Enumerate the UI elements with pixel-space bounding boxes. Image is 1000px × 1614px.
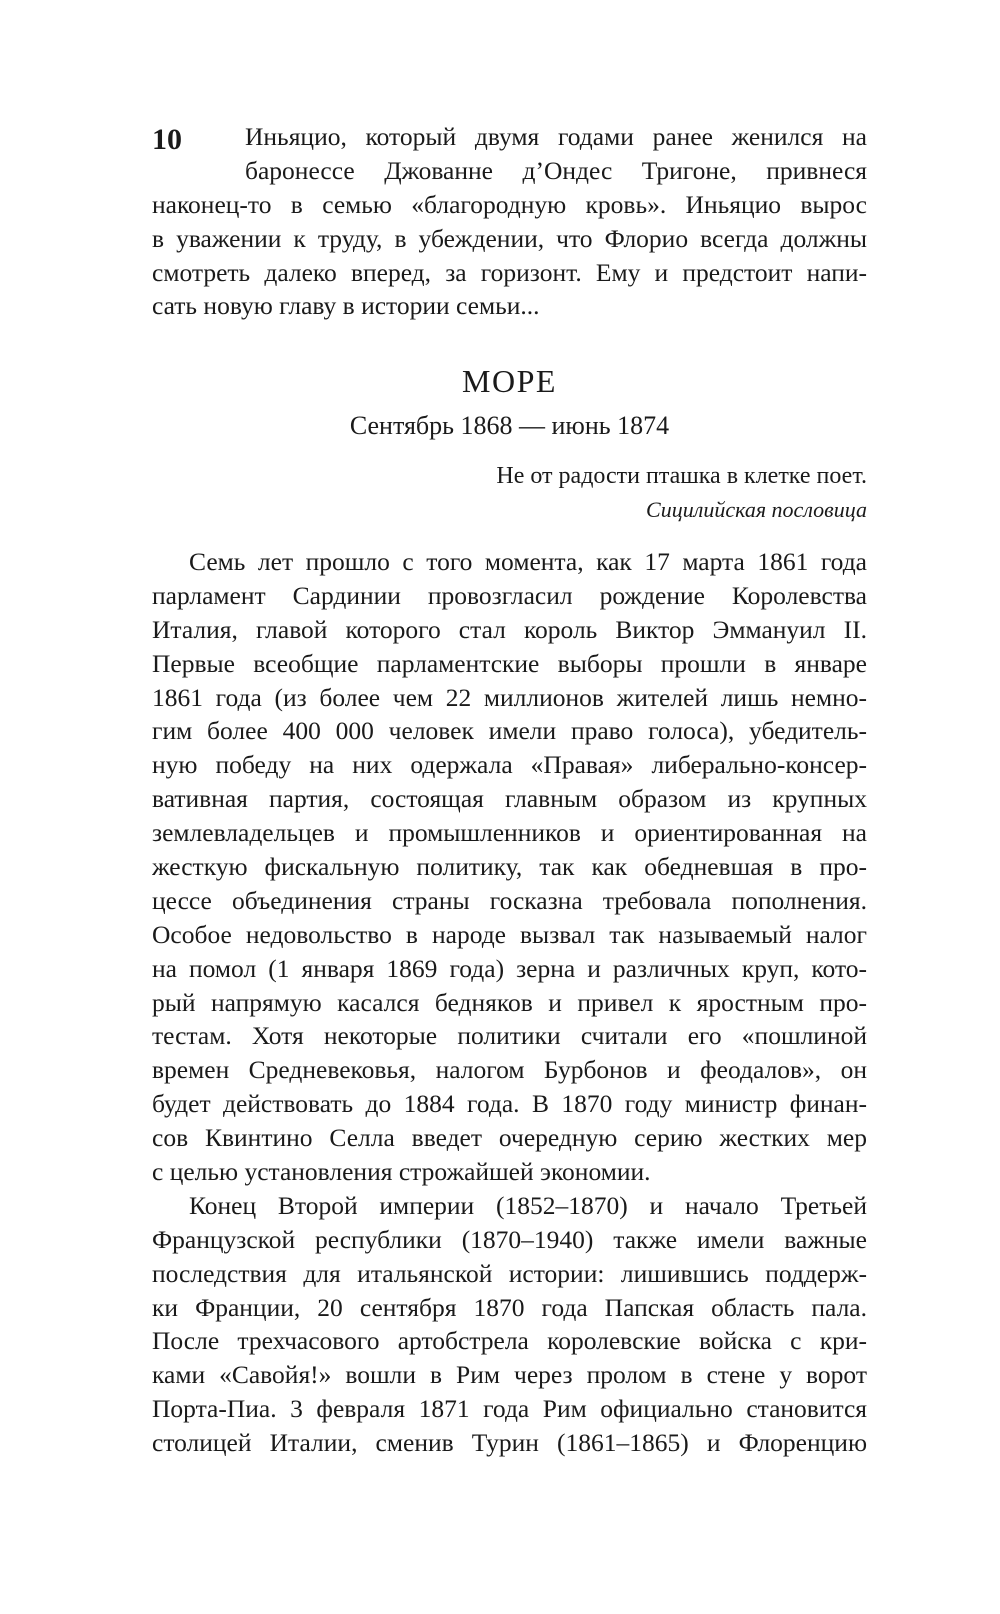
text-line: парламент Сардинии провозгласил рождение Королевства [152,580,867,610]
text-line: жесткую фискальную политику, так как обедневшая в про- [152,852,867,882]
intro-paragraph [152,120,867,323]
epigraph-text: Не от радости пташка в клетке поет. [496,463,867,489]
text-line: тестам. Хотя некоторые политики считали его «пошлиной [152,1021,867,1051]
text-line: гим более 400 000 человек имели право голоса), убедитель- [152,716,867,746]
text-line: сать новую главу в истории семьи... [152,291,540,321]
text-line: сов Квинтино Селла введет очередную серию жестких мер [152,1123,867,1153]
text-line: в уважении к труду, в убеждении, что Флорио всегда должны [152,223,867,253]
chapter-body [152,545,867,1460]
text-line: Порта-Пиа. 3 февраля 1871 года Рим официально становится [152,1394,867,1424]
page-number: 10 [152,123,182,156]
text-line: наконец-то в семью «благородную кровь». Иньяцио вырос [152,189,867,219]
text-line: вативная партия, состоящая главным образом из крупных [152,784,867,814]
chapter-dates: Сентябрь 1868 — июнь 1874 [349,411,670,440]
text-line: рый напрямую касался бедняков и привел к яростным про- [152,987,867,1017]
text-line: Французской республики (1870–1940) также имели важные [152,1224,867,1254]
chapter-title: МОРЕ [462,363,557,399]
epigraph-source: Сицилийская пословица [646,497,867,522]
text-line: ками «Савойя!» вошли в Рим через пролом в стене у ворот [152,1360,867,1390]
paragraph-1 [152,545,867,1189]
text-line: баронессе Джованне д’Ондес Тригоне, привнеся [245,155,867,185]
text-line: будет действовать до 1884 года. В 1870 году министр финан- [152,1089,867,1119]
text-line: Первые всеобщие парламентские выборы прошли в январе [152,648,867,678]
text-line: После трехчасового артобстрела королевские войска с кри- [152,1326,867,1356]
text-line: землевладельцев и промышленников и ориентированная на [152,818,867,848]
text-line: на помол (1 января 1869 года) зерна и различных круп, кото- [152,953,867,983]
paragraph-2 [152,1189,867,1460]
text-line: ки Франции, 20 сентября 1870 года Папская область пала. [152,1292,867,1322]
text-line: с целью установления строжайшей экономии. [152,1157,651,1187]
text-line: 1861 года (из более чем 22 миллионов жителей лишь немно- [152,682,867,712]
text-line: Семь лет прошло с того момента, как 17 марта 1861 года [189,547,867,576]
text-line: ную победу на них одержала «Правая» либерально-консер- [152,750,867,780]
text-line: времен Средневековья, налогом Бурбонов и феодалов», он [152,1055,867,1085]
text-line: цессе объединения страны госказна требовала пополнения. [152,885,867,915]
text-line: Иньяцио, который двумя годами ранее женился на [245,122,867,151]
text-line: столицей Италии, сменив Турин (1861–1865) и Флоренцию [152,1428,867,1458]
text-line: смотреть далеко вперед, за горизонт. Ему и предстоит напи- [152,257,867,287]
text-line: последствия для итальянской истории: лишившись поддерж- [152,1258,867,1288]
epigraph [152,460,867,526]
text-line: Особое недовольство в народе вызвал так называемый налог [152,919,867,949]
text-line: Италия, главой которого стал король Виктор Эммануил II. [152,614,867,644]
text-line: Конец Второй империи (1852–1870) и начало Третьей [189,1190,867,1220]
